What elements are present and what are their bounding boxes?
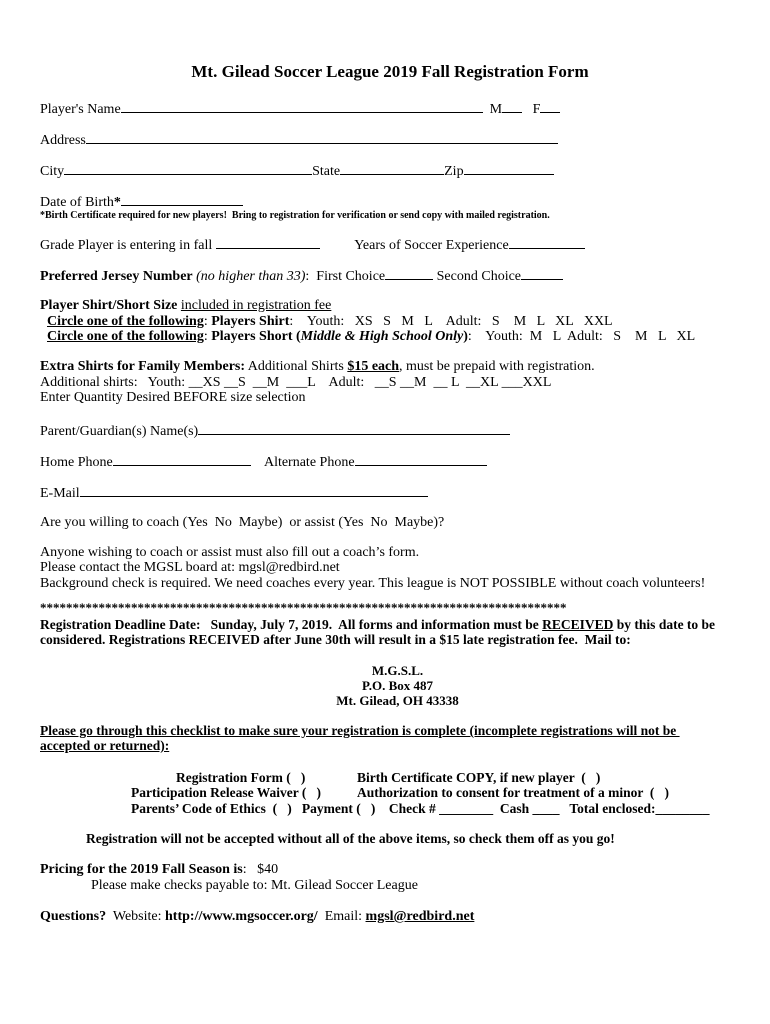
shirt-size-row: Circle one of the following: Players Shirt: Youth: XS S M L Adult: S M L XL XXL [47,314,613,329]
gender-m-label: M [489,102,503,117]
guardian-field[interactable] [198,422,510,435]
mail-box: P.O. Box 487 [361,678,434,693]
extra-shirts-instruction: Enter Quantity Desired BEFORE size selection [40,390,306,405]
extra-shirts-text-2: , must be prepaid with registration. [399,359,595,374]
checklist-heading-1: Please go through this checklist to make sure your registration is complete (incomplete registrations will not be [40,723,680,738]
checklist-registration-form[interactable]: Registration Form ( ) [176,770,306,785]
coach-info-line-3: Background check is required. We need coaches every year. This league is NOT POSSIBLE without coach volunteers! [40,576,706,591]
coach-info-line-1: Anyone wishing to coach or assist must also fill out a coach’s form. [40,545,420,560]
dob-required-star: * [113,195,121,210]
mail-org: M.G.S.L. [371,663,424,678]
city-field[interactable] [64,162,312,175]
alternate-phone-label: Alternate Phone [263,455,355,470]
checklist-warning: Registration will not be accepted without all of the above items, so check them off as you go! [86,831,615,846]
jersey-second-label: Second Choice [436,269,522,284]
email-contact-label: Email: [317,909,366,924]
gender-m-field[interactable] [502,100,522,113]
pricing-label: Pricing for the 2019 Fall Season is [40,862,243,877]
size-heading-row [40,298,331,314]
state-field[interactable] [340,162,444,175]
jersey-label: Preferred Jersey Number [40,269,193,284]
pricing-value: : $40 [242,862,279,877]
checklist-heading-2: accepted or returned): [40,738,170,753]
mail-city: Mt. Gilead, OH 43338 [336,693,459,708]
guardian-row [40,422,510,440]
extra-shirts-text: Additional Shirts [245,359,348,374]
deadline-line-2: considered. Registrations RECEIVED after June 30th will result in a $15 late registration fee. Mail to: [40,632,631,647]
gender-f-label: F [532,102,541,117]
address-label: Address [40,133,86,148]
circle-instruction-short: Circle one of the following [47,329,204,344]
checklist-payment-row[interactable]: Parents’ Code of Ethics ( ) Payment ( ) Check # ________ Cash ____ Total enclosed:________ [131,801,710,816]
player-name-row [40,100,560,118]
dob-label: Date of Birth [40,195,114,210]
city-row [40,162,554,180]
grade-field[interactable] [216,236,320,249]
pricing-row [40,862,278,878]
jersey-row [40,267,563,285]
checklist-release-waiver[interactable]: Participation Release Waiver ( ) [131,785,321,800]
birth-certificate-note: *Birth Certificate required for new players! Bring to registration for verification or send copy with mailed registration. [40,210,550,221]
address-row [40,131,558,149]
extra-shirts-sizes[interactable]: Additional shirts: Youth: __XS __S __M ___L Adult: __S __M __ L __XL ___XXL [40,375,552,390]
checklist-authorization[interactable]: Authorization to consent for treatment of a minor ( ) [357,785,669,800]
years-experience-label: Years of Soccer Experience [354,238,509,253]
questions-label: Questions? [40,909,107,924]
deadline-received: RECEIVED [542,617,614,632]
payable-note: Please make checks payable to: Mt. Gilead Soccer League [91,878,418,893]
email-field[interactable] [80,484,428,497]
grade-row [40,236,585,254]
coach-question[interactable]: Are you willing to coach (Yes No Maybe) or assist (Yes No Maybe)? [40,515,445,530]
stars-divider: ********************************************************************************* [40,600,567,615]
extra-shirts-price: $15 each [347,359,400,374]
players-short-close: ) [463,329,468,344]
website-label: Website: [106,909,166,924]
state-label: State [312,164,341,179]
home-phone-field[interactable] [113,453,251,466]
short-size-row: Circle one of the following: Players Short (Middle & High School Only): Youth: M L Adult: S M L XL [47,329,696,344]
size-heading: Player Shirt/Short Size [40,298,178,313]
form-title: Mt. Gilead Soccer League 2019 Fall Registration Form [191,62,589,81]
jersey-second-field[interactable] [521,267,563,280]
jersey-first-field[interactable] [385,267,433,280]
home-phone-label: Home Phone [40,455,113,470]
checklist-birth-certificate[interactable]: Birth Certificate COPY, if new player ( ) [357,770,601,785]
circle-instruction-shirt: Circle one of the following [47,314,204,329]
player-name-label: Player's Name [40,102,121,117]
city-label: City [40,164,65,179]
questions-row [40,909,474,925]
players-shirt-label: Players Shirt [211,314,290,329]
address-field[interactable] [86,131,558,144]
players-short-note: Middle & High School Only [300,329,464,344]
phone-row [40,453,487,471]
guardian-label: Parent/Guardian(s) Name(s) [40,424,199,439]
email-link[interactable]: mgsl@redbird.net [365,909,475,924]
extra-shirts-heading: Extra Shirts for Family Members: [40,359,246,374]
alternate-phone-field[interactable] [355,453,487,466]
deadline-line-1 [40,617,715,633]
zip-field[interactable] [464,162,554,175]
zip-label: Zip [444,164,464,179]
gender-f-field[interactable] [540,100,560,113]
jersey-first-label: : First Choice [305,269,386,284]
size-fee-note: included in registration fee [180,298,332,313]
email-row [40,484,428,502]
deadline-text: Registration Deadline Date: Sunday, July 7, 2019. All forms and information must be [40,617,543,632]
player-name-field[interactable] [121,100,483,113]
coach-info-line-2: Please contact the MGSL board at: mgsl@redbird.net [40,560,340,575]
grade-label: Grade Player is entering in fall [40,238,213,253]
years-experience-field[interactable] [509,236,585,249]
dob-field[interactable] [121,193,243,206]
email-label: E-Mail [40,486,80,501]
players-short-label: Players Short ( [211,329,301,344]
jersey-note: (no higher than 33) [196,269,306,284]
deadline-text-2: by this date to be [613,617,716,632]
extra-shirts-row [40,359,595,375]
short-size-options[interactable]: : Youth: M L Adult: S M L XL [467,329,696,344]
website-link[interactable]: http://www.mgsoccer.org/ [165,909,318,924]
shirt-size-options[interactable]: : Youth: XS S M L Adult: S M L XL XXL [289,314,613,329]
